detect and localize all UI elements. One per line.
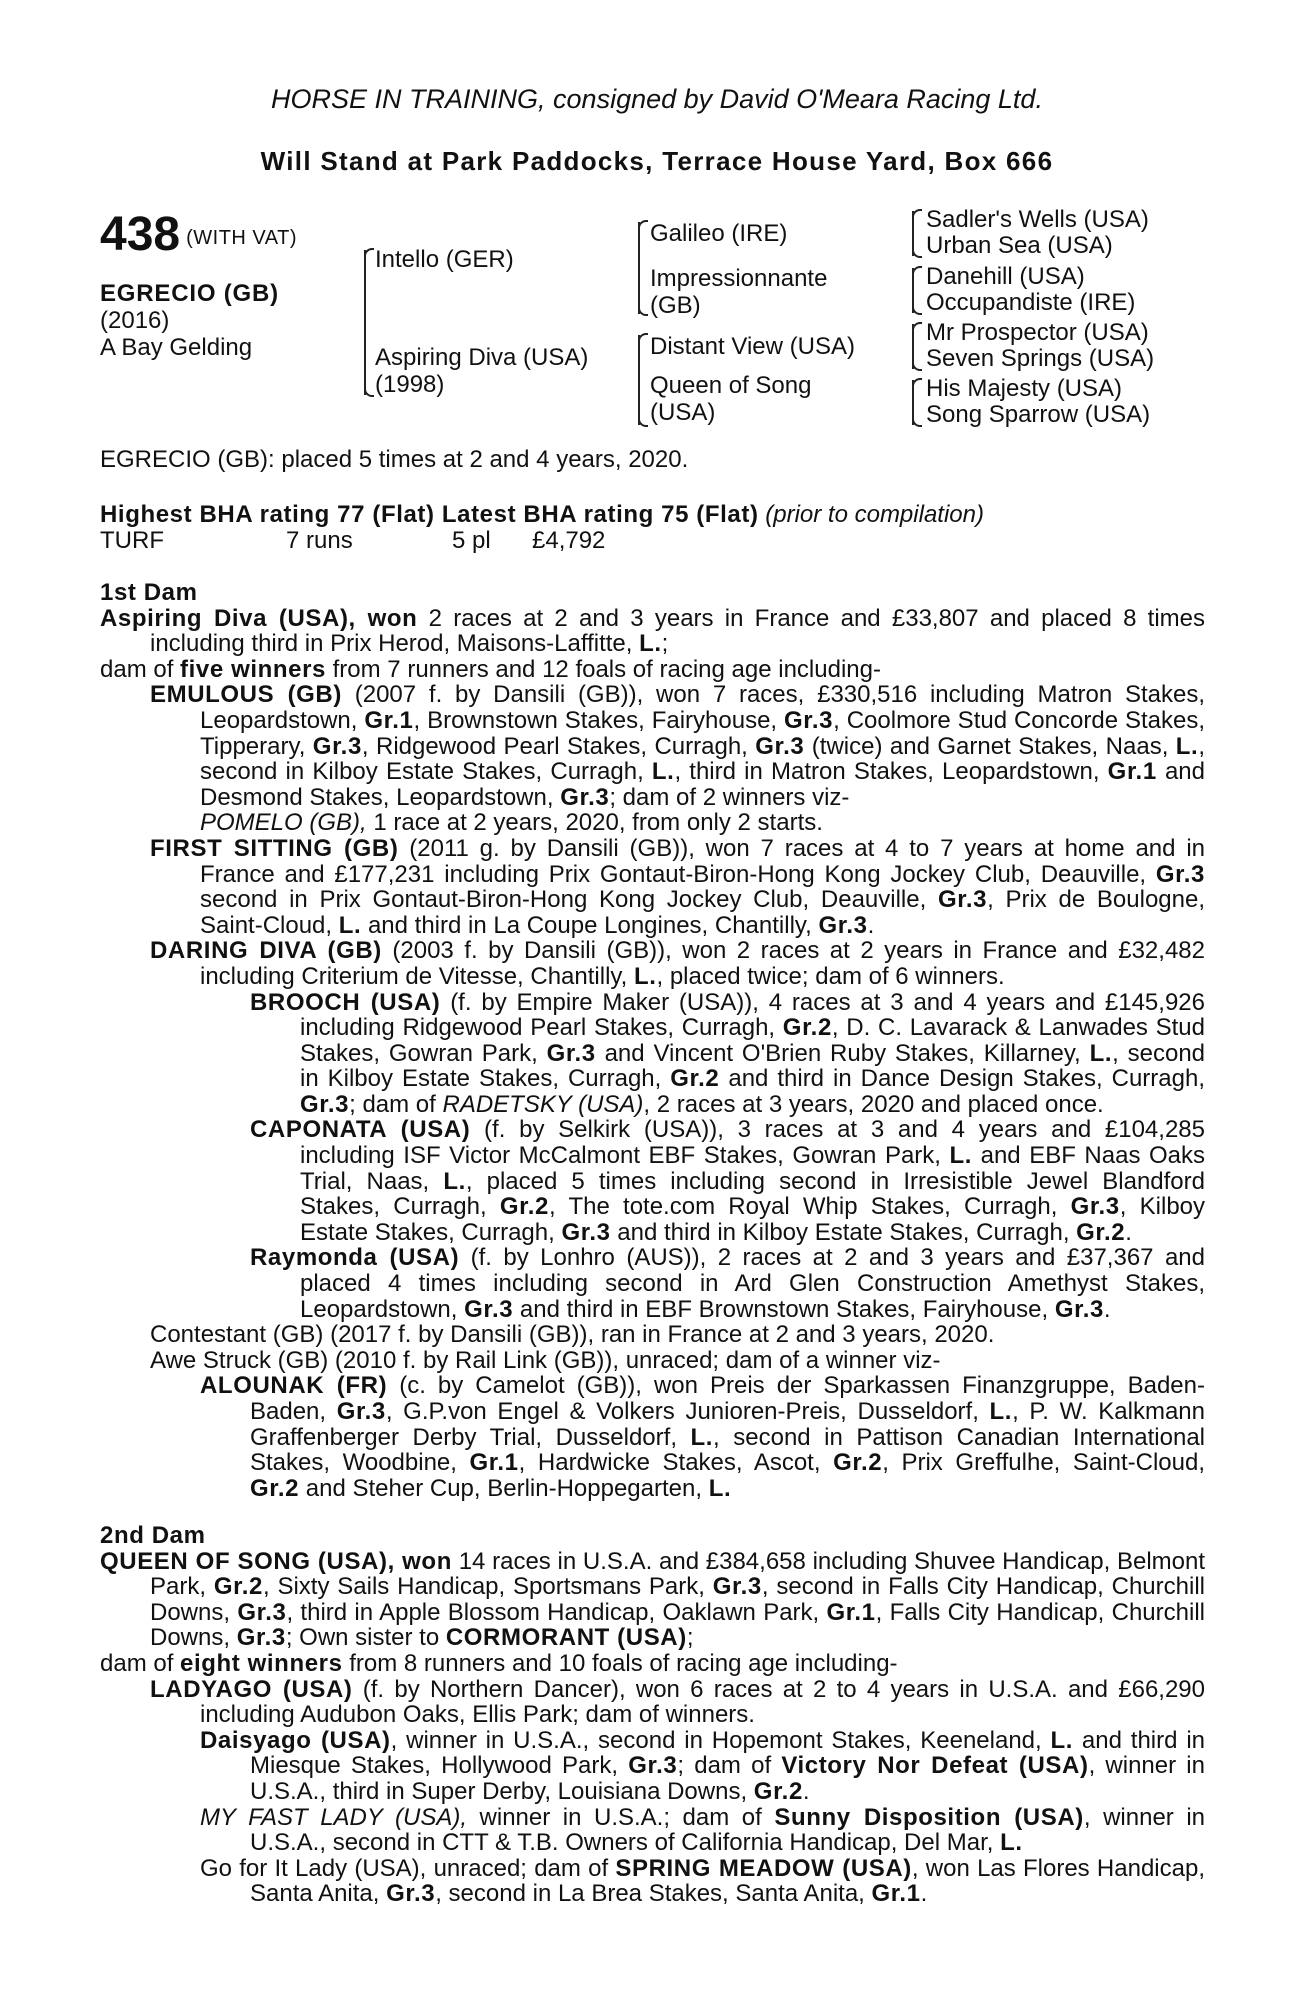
runs: 7 runs bbox=[286, 526, 353, 554]
second-dam-section bbox=[100, 1523, 1205, 1907]
pedigree-dss: Mr Prospector (USA) bbox=[926, 319, 1149, 346]
second-dam-heading: 2nd Dam bbox=[100, 1522, 206, 1549]
rating-block bbox=[100, 502, 1205, 553]
produce-alounak: ALOUNAK (FR) (c. by Camelot (GB)), won Preis der Sparkassen Finanzgruppe, Baden-Baden, Gr.3, G.P.von Engel & Volkers Junioren-Preis, Dusseldorf, L., P. W. Kalkmann Graffenberger Derby Trial, Dusseldorf, L., second in Pattison Canadian International Stakes, Woodbine, Gr.1, Hardwicke Stakes, Ascot, Gr.2, Prix Greffulhe, Saint-Cloud, Gr.2 and Steher Cup, Berlin-Hoppegarten, L. bbox=[200, 1372, 1206, 1502]
horse-year: (2016) bbox=[100, 307, 170, 334]
horse-description: A Bay Gelding bbox=[100, 334, 253, 361]
vat-note: (WITH VAT) bbox=[186, 227, 297, 249]
pedigree-brace-dd bbox=[912, 380, 926, 425]
produce-daring-diva: DARING DIVA (GB) (2003 f. by Dansili (GB)), won 2 races at 2 years in France and £32,482 including Criterium de Vitesse, Chantilly, L., placed twice; dam of 6 winners. bbox=[150, 937, 1205, 990]
surface: TURF bbox=[100, 526, 164, 554]
pedigree-brace-ss bbox=[912, 211, 926, 256]
earnings: £4,792 bbox=[532, 526, 606, 554]
lot-number-value: 438 bbox=[100, 208, 181, 261]
horse-name: EGRECIO (GB) bbox=[100, 280, 279, 307]
stand-location: Will Stand at Park Paddocks, Terrace House Yard, Box 666 bbox=[260, 146, 1054, 176]
pedigree-sss: Sadler's Wells (USA) bbox=[926, 206, 1149, 233]
pedigree-brace-ds bbox=[912, 324, 926, 369]
pedigree-sds: Danehill (USA) bbox=[926, 263, 1085, 290]
produce-contestant: Contestant (GB) (2017 f. by Dansili (GB)), ran in France at 2 and 3 years, 2020. bbox=[150, 1321, 995, 1349]
produce-brooch: BROOCH (USA) (f. by Empire Maker (USA)), 4 races at 3 and 4 years and £145,926 including Ridgewood Pearl Stakes, Curragh, Gr.2, D. C. Lavarack & Lanwades Stud Stakes, Gowran Park, Gr.3 and Vincent O'Brien Ruby Stakes, Killarney, L., second in Kilboy Estate Stakes, Curragh, Gr.2 and third in Dance Design Stakes, Curragh, Gr.3; dam of RADETSKY (USA), 2 races at 3 years, 2020 and placed once. bbox=[250, 988, 1206, 1118]
produce-go-for-it-lady: Go for It Lady (USA), unraced; dam of SPRING MEADOW (USA), won Las Flores Handicap, Santa Anita, Gr.3, second in La Brea Stakes, Santa Anita, Gr.1. bbox=[200, 1854, 1205, 1908]
first-dam-heading: 1st Dam bbox=[100, 579, 198, 606]
produce-caponata: CAPONATA (USA) (f. by Selkirk (USA)), 3 races at 3 and 4 years and £104,285 including ISF Victor McCalmont EBF Stakes, Gowran Park, L. and EBF Naas Oaks Trial, Naas, L., placed 5 times including second in Irresistible Jewel Blandford Stakes, Curragh, Gr.2, The tote.com Royal Whip Stakes, Curragh, Gr.3, Kilboy Estate Stakes, Curragh, Gr.3 and third in Kilboy Estate Stakes, Curragh, Gr.2. bbox=[250, 1116, 1206, 1246]
pedigree-dds: His Majesty (USA) bbox=[926, 375, 1123, 402]
produce-my-fast-lady: MY FAST LADY (USA), winner in U.S.A.; dam of Sunny Disposition (USA), winner in U.S.A., second in CTT & T.B. Owners of California Handicap, Del Mar, L. bbox=[200, 1803, 1206, 1857]
produce-pomelo: POMELO (GB), 1 race at 2 years, 2020, from only 2 starts. bbox=[200, 809, 823, 837]
placings: 5 pl bbox=[452, 526, 491, 554]
pedigree-sire-sire: Galileo (IRE) bbox=[650, 220, 788, 247]
second-dam-record: QUEEN OF SONG (USA), won 14 races in U.S.A. and £384,658 including Shuvee Handicap, Belmont Park, Gr.2, Sixty Sails Handicap, Sportsmans Park, Gr.3, second in Falls City Handicap, Churchill Downs, Gr.3, third in Apple Blossom Handicap, Oaklawn Park, Gr.1, Falls City Handicap, Churchill Downs, Gr.3; Own sister to CORMORANT (USA); bbox=[100, 1547, 1205, 1652]
horse-info bbox=[100, 280, 279, 361]
pedigree-ddd: Song Sparrow (USA) bbox=[926, 401, 1151, 428]
pedigree-dam: Aspiring Diva (USA) (1998) bbox=[375, 344, 589, 398]
produce-awe-struck: Awe Struck (GB) (2010 f. by Rail Link (GB)), unraced; dam of a winner viz- bbox=[150, 1346, 941, 1374]
pedigree-sdd: Occupandiste (IRE) bbox=[926, 289, 1136, 316]
produce-emulous: EMULOUS (GB) (2007 f. by Dansili (GB)), won 7 races, £330,516 including Matron Stakes, Leopardstown, Gr.1, Brownstown Stakes, Fairyhouse, Gr.3, Coolmore Stud Concorde Stakes, Tipperary, Gr.3, Ridgewood Pearl Stakes, Curragh, Gr.3 (twice) and Garnet Stakes, Naas, L., second in Kilboy Estate Stakes, Curragh, L., third in Matron Stakes, Leopardstown, Gr.1 and Desmond Stakes, Leopardstown, Gr.3; dam of 2 winners viz- bbox=[150, 681, 1206, 811]
pedigree-brace-sd bbox=[912, 268, 926, 313]
produce-ladyago: LADYAGO (USA) (f. by Northern Dancer), won 6 races at 2 to 4 years in U.S.A. and £66,290 including Audubon Oaks, Ellis Park; dam of winners. bbox=[150, 1675, 1205, 1729]
produce-daisyago: Daisyago (USA), winner in U.S.A., second in Hopemont Stakes, Keeneland, L. and third in Miesque Stakes, Hollywood Park, Gr.3; dam of Victory Nor Defeat (USA), winner in U.S.A., third in Super Derby, Louisiana Downs, Gr.2. bbox=[200, 1726, 1205, 1805]
pedigree-dam-sire: Distant View (USA) bbox=[650, 333, 855, 360]
first-dam-section bbox=[100, 580, 1205, 1501]
first-dam-record: Aspiring Diva (USA), won 2 races at 2 and 3 years in France and £33,807 and placed 8 times including third in Prix Herod, Maisons-Laffitte, L.; bbox=[100, 604, 1205, 658]
pedigree-dsd: Seven Springs (USA) bbox=[926, 345, 1155, 372]
produce-first-sitting: FIRST SITTING (GB) (2011 g. by Dansili (GB)), won 7 races at 4 to 7 years at home and in France and £177,231 including Prix Gontaut-Biron-Hong Kong Jockey Club, Deauville, Gr.3 second in Prix Gontaut-Biron-Hong Kong Jockey Club, Deauville, Gr.3, Prix de Boulogne, Saint-Cloud, L. and third in La Coupe Longines, Chantilly, Gr.3. bbox=[150, 834, 1205, 939]
pedigree-dam-dam: Queen of Song (USA) bbox=[650, 372, 812, 426]
produce-raymonda: Raymonda (USA) (f. by Lonhro (AUS)), 2 races at 2 and 3 years and £37,367 and placed 4 times including second in Ard Glen Construction Amethyst Stakes, Leopardstown, Gr.3 and third in EBF Brownstown Stakes, Fairyhouse, Gr.3. bbox=[250, 1244, 1205, 1323]
rating-note: (prior to compilation) bbox=[765, 501, 984, 528]
pedigree-sire: Intello (GER) bbox=[375, 246, 514, 273]
race-record bbox=[100, 528, 1205, 554]
consignor-heading: HORSE IN TRAINING, consigned by David O'Meara Racing Ltd. bbox=[271, 84, 1043, 114]
first-dam-produce: dam of five winners from 7 runners and 12 foals of racing age including- bbox=[100, 655, 881, 683]
pedigree-sire-dam: Impressionnante (GB) bbox=[650, 265, 828, 319]
lot-number bbox=[100, 210, 297, 263]
race-summary: EGRECIO (GB): placed 5 times at 2 and 4 years, 2020. bbox=[100, 446, 689, 473]
bha-rating: Highest BHA rating 77 (Flat) Latest BHA rating 75 (Flat) bbox=[100, 501, 759, 528]
pedigree-ssd: Urban Sea (USA) bbox=[926, 232, 1113, 259]
second-dam-produce: dam of eight winners from 8 runners and 10 foals of racing age including- bbox=[100, 1649, 898, 1677]
